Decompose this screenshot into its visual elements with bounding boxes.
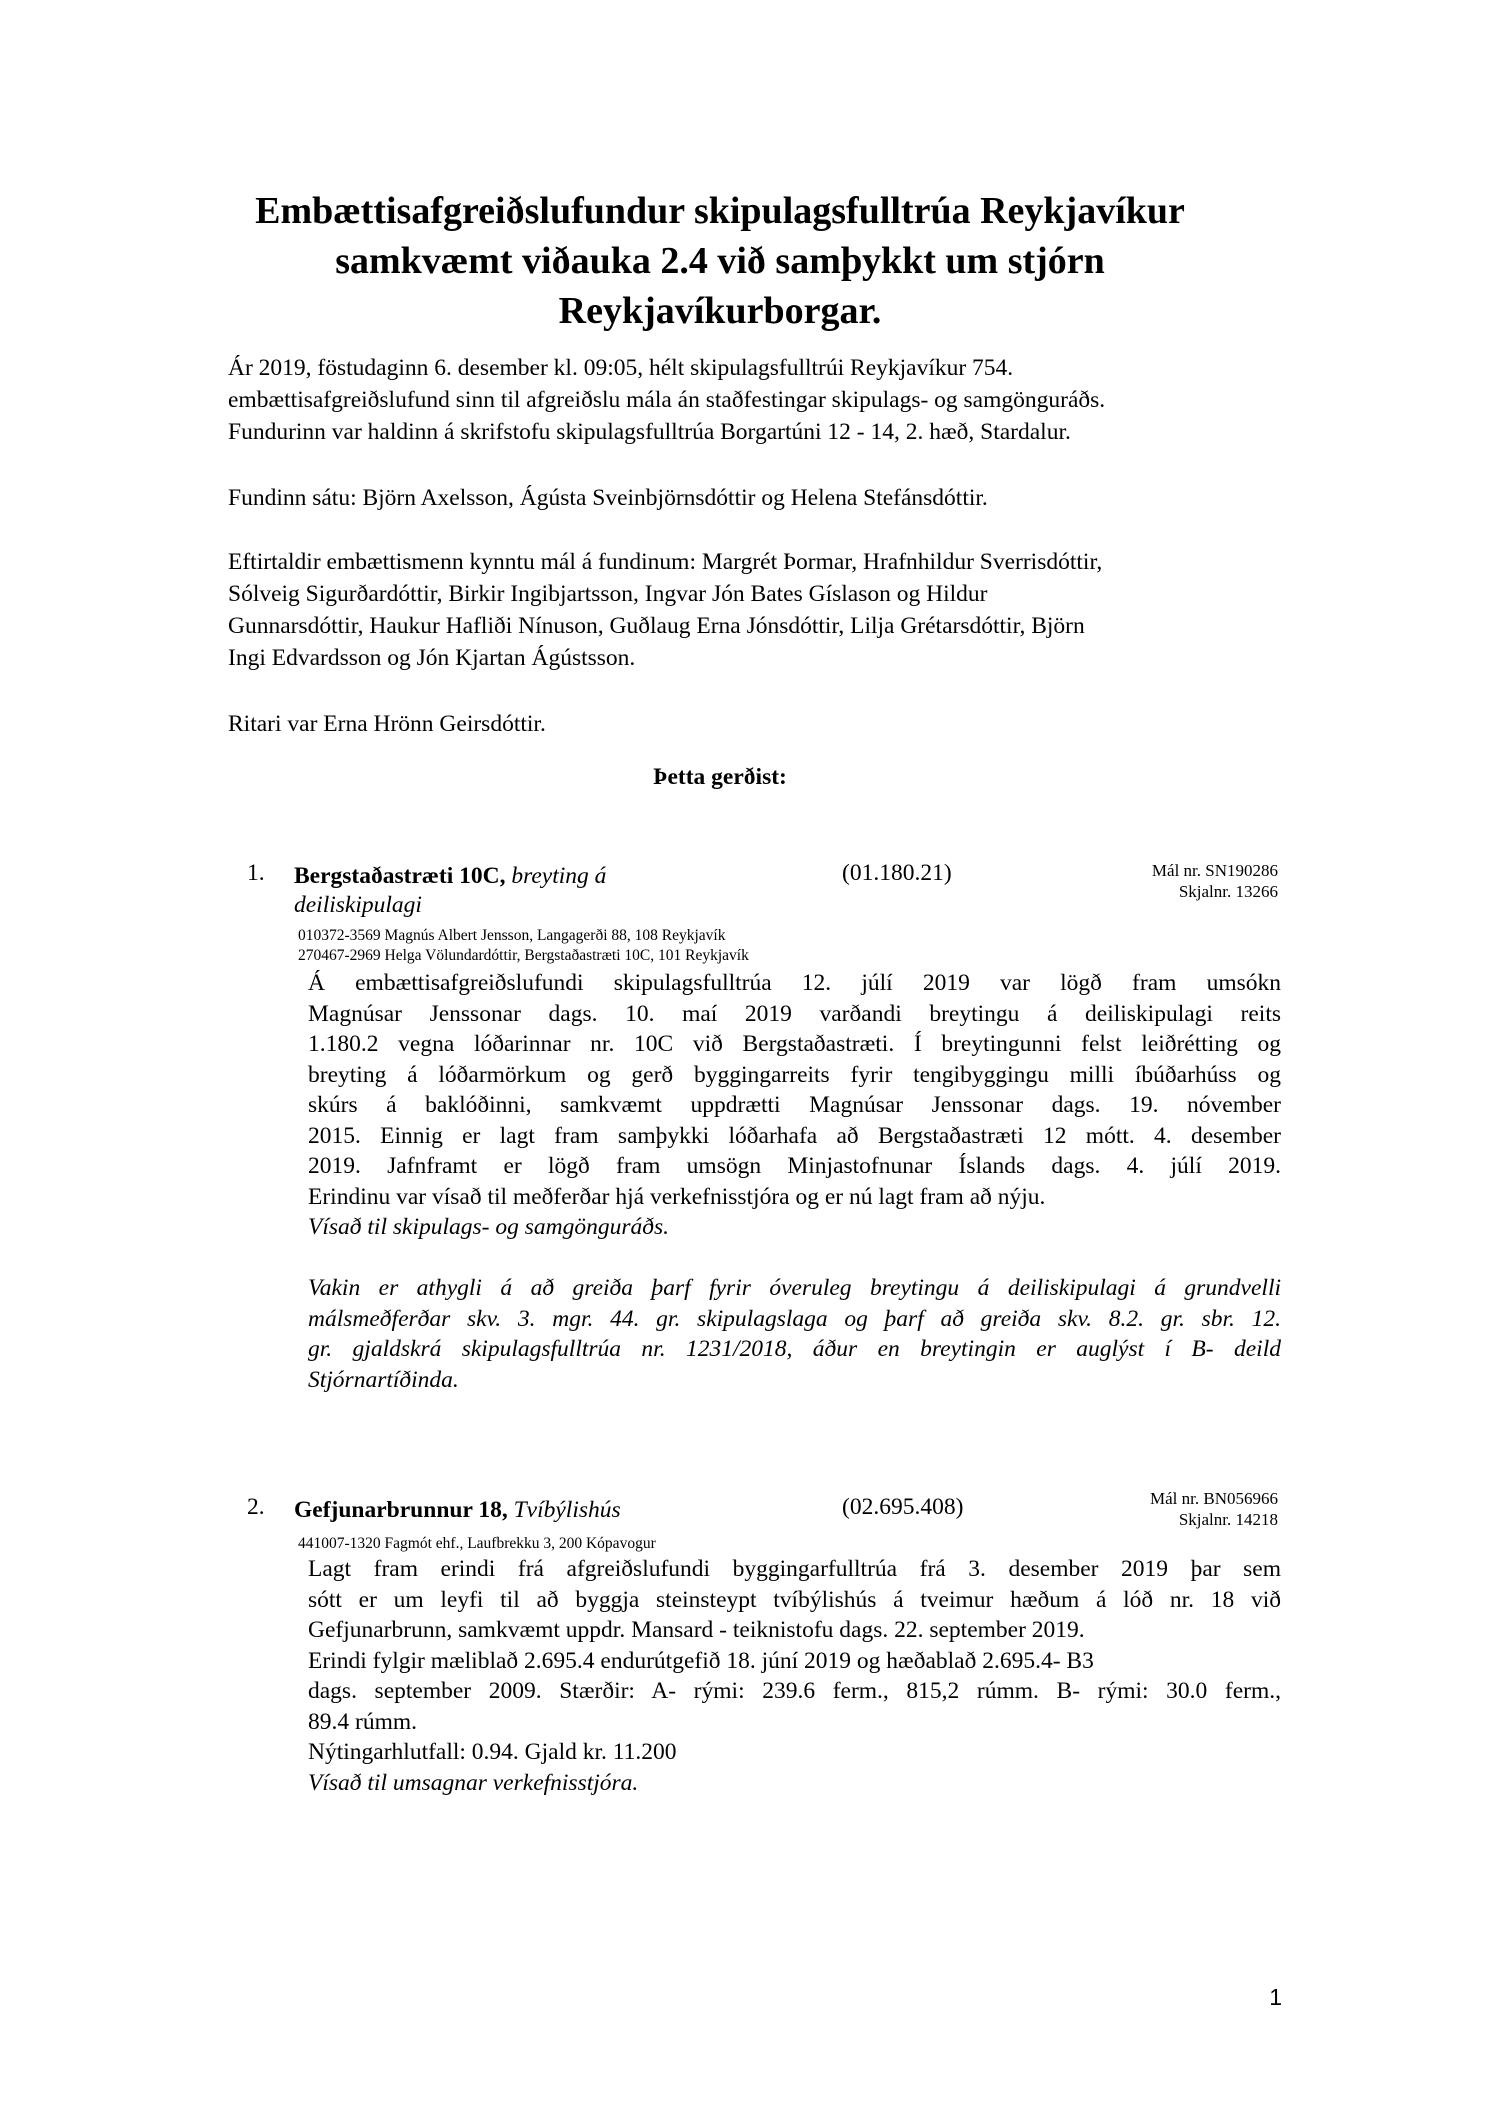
- case-title: [294, 1494, 621, 1526]
- case-type: Tvíbýlishús: [513, 1497, 621, 1523]
- body-line: Gefjunarbrunn, samkvæmt uppdr. Mansard - teiknistofu dags. 22. september 2019.: [308, 1617, 1085, 1643]
- title-line: samkvæmt viðauka 2.4 við samþykkt um stjórn: [335, 240, 1105, 282]
- officials-line: Sólveig Sigurðardóttir, Birkir Ingibjartsson, Ingvar Jón Bates Gíslason og Hildur: [228, 581, 988, 607]
- officials-paragraph: [228, 546, 1288, 674]
- note-line: málsmeðferðar skv. 3. mgr. 44. gr. skipulagslaga og þarf að greiða skv. 8.2. gr. sbr. 12.: [308, 1305, 1281, 1332]
- case-title: [294, 860, 606, 892]
- title-line: Embættisafgreiðslufundur skipulagsfulltrúa Reykjavíkur: [255, 190, 1185, 232]
- skjalnr: Skjalnr. 13266: [1178, 882, 1278, 901]
- body-line: Erindi fylgir mæliblað 2.695.4 endurútgefið 18. júní 2019 og hæðablað 2.695.4- B3: [308, 1647, 1094, 1674]
- case-owners: [298, 1534, 656, 1554]
- owner-line: 441007-1320 Fagmót ehf., Laufbrekku 3, 200 Kópavogur: [298, 1535, 656, 1552]
- note-line: Stjórnartíðinda.: [308, 1366, 459, 1393]
- case-body: [308, 1554, 1281, 1798]
- case-code: (01.180.21): [842, 860, 952, 886]
- owner-line: 270467-2969 Helga Völundardóttir, Bergstaðastræti 10C, 101 Reykjavík: [298, 947, 749, 964]
- mal-nr: Mál nr. BN056966: [1150, 1489, 1278, 1508]
- intro-paragraph: [228, 352, 1288, 448]
- intro-line: Fundurinn var haldinn á skrifstofu skipulagsfulltrúa Borgartúni 12 - 14, 2. hæð, Stardalur.: [228, 419, 1071, 445]
- case-name: Bergstaðastræti 10C,: [294, 863, 506, 889]
- secretary-line: Ritari var Erna Hrönn Geirsdóttir.: [228, 711, 546, 737]
- case-decision: Vísað til umsagnar verkefnisstjóra.: [308, 1769, 639, 1796]
- officials-line: Eftirtaldir embættismenn kynntu mál á fundinum: Margrét Þormar, Hrafnhildur Sverrisdóttir,: [228, 549, 1103, 575]
- section-heading: Þetta gerðist:: [653, 764, 787, 790]
- skjalnr: Skjalnr. 14218: [1178, 1510, 1278, 1529]
- mal-nr: Mál nr. SN190286: [1151, 861, 1278, 880]
- body-line: Magnúsar Jenssonar dags. 10. maí 2019 varðandi breytingu á deiliskipulagi reits: [308, 1000, 1281, 1027]
- owner-line: 010372-3569 Magnús Albert Jensson, Langagerði 88, 108 Reykjavík: [298, 927, 726, 944]
- body-line: 1.180.2 vegna lóðarinnar nr. 10C við Bergstaðastræti. Í breytingunni felst leiðrétting og: [308, 1031, 1281, 1057]
- body-line: sótt er um leyfi til að byggja steinsteypt tvíbýlishús á tveimur hæðum á lóð nr. 18 við: [308, 1586, 1281, 1613]
- page-title: [160, 186, 1280, 336]
- case-owners: [298, 926, 749, 966]
- case-type: breyting á: [511, 863, 607, 889]
- title-line: Reykjavíkurborgar.: [558, 290, 882, 332]
- page-number: 1: [1269, 1984, 1282, 2010]
- body-line: breyting á lóðarmörkum og gerð byggingarreits fyrir tengibyggingu milli íbúðarhúss og: [308, 1061, 1281, 1088]
- attendees-paragraph: [228, 482, 1288, 514]
- attendees-line: Fundinn sátu: Björn Axelsson, Ágústa Sveinbjörnsdóttir og Helena Stefánsdóttir.: [228, 485, 988, 511]
- body-line: 2015. Einnig er lagt fram samþykki lóðarhafa að Bergstaðastræti 12 mótt. 4. desember: [308, 1122, 1281, 1149]
- case-number: 2.: [247, 1494, 265, 1520]
- body-line: Á embættisafgreiðslufundi skipulagsfulltrúa 12. júlí 2019 var lögð fram umsókn: [308, 970, 1281, 996]
- intro-line: embættisafgreiðslufund sinn til afgreiðslu mála án staðfestingar skipulags- og samgönguráðs.: [228, 387, 1106, 413]
- note-line: Vakin er athygli á að greiða þarf fyrir óveruleg breytingu á deiliskipulagi á grundvelli: [308, 1275, 1281, 1301]
- body-line: 2019. Jafnframt er lögð fram umsögn Minjastofnunar Íslands dags. 4. júlí 2019.: [308, 1153, 1281, 1179]
- body-line: skúrs á baklóðinni, samkvæmt uppdrætti Magnúsar Jenssonar dags. 19. nóvember: [308, 1092, 1281, 1118]
- officials-line: Gunnarsdóttir, Haukur Hafliði Nínuson, Guðlaug Erna Jónsdóttir, Lilja Grétarsdóttir, Björn: [228, 613, 1085, 639]
- body-line: dags. september 2009. Stærðir: A- rými: 239.6 ferm., 815,2 rúmm. B- rými: 30.0 ferm.,: [308, 1678, 1281, 1704]
- note-line: gr. gjaldskrá skipulagsfulltrúa nr. 1231/2018, áður en breytingin er auglýst í B- deild: [308, 1336, 1281, 1362]
- officials-line: Ingi Edvardsson og Jón Kjartan Ágústsson.: [228, 645, 636, 671]
- secretary-paragraph: [228, 708, 1288, 740]
- case-type-continued: deiliskipulagi: [294, 892, 422, 918]
- body-line: Erindinu var vísað til meðferðar hjá verkefnisstjóra og er nú lagt fram að nýju.: [308, 1183, 1046, 1210]
- case-body: [308, 968, 1281, 1395]
- case-number: 1.: [247, 860, 265, 886]
- case-decision: Vísað til skipulags- og samgönguráðs.: [308, 1214, 670, 1240]
- body-line: Lagt fram erindi frá afgreiðslufundi byggingarfulltrúa frá 3. desember 2019 þar sem: [308, 1556, 1281, 1582]
- body-line: 89.4 rúmm.: [308, 1708, 418, 1735]
- spacer: [308, 1243, 1281, 1274]
- body-line: Nýtingarhlutfall: 0.94. Gjald kr. 11.200: [308, 1739, 677, 1765]
- case-reference: [1152, 860, 1278, 902]
- case-reference: [1150, 1488, 1278, 1530]
- intro-line: Ár 2019, föstudaginn 6. desember kl. 09:05, hélt skipulagsfulltrúi Reykjavíkur 754.: [228, 355, 1014, 381]
- case-name: Gefjunarbrunnur 18,: [294, 1497, 508, 1523]
- case-code: (02.695.408): [842, 1494, 964, 1520]
